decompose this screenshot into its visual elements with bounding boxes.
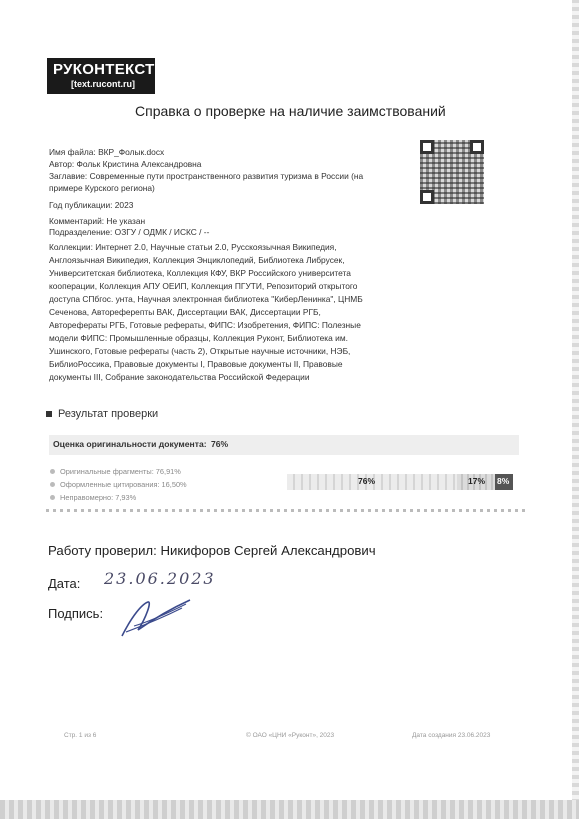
rucont-logo (47, 58, 155, 94)
footer-copyright: © ОАО «ЦНИ «Руконт», 2023 (246, 732, 335, 739)
bullet-icon (46, 411, 52, 417)
stat-borrowed: Неправомерно: 7,93% (60, 493, 137, 502)
meta-title-1: Заглавие: Современные пути пространственного развития туризма в России (на (49, 171, 364, 181)
collections-line: документы III, Собрание законодательства Российской Федерации (49, 372, 310, 382)
stat-dot-icon (50, 482, 55, 487)
results-heading-text: Результат проверки (58, 408, 159, 420)
meta-division: Подразделение: ОЗГУ / ОДМК / ИСКС / -- (49, 227, 210, 237)
collections-line: доступа СПбгос. унта, Научная электронная библиотека "КиберЛенинка", ЦНМБ (49, 294, 363, 304)
collections-line: Англоязычная Википедия, Коллекция Энциклопедий, Библиотека Либрусек, (49, 255, 345, 265)
originality-score-box (49, 435, 519, 455)
bar-label: 17% (468, 476, 486, 486)
meta-comment: Комментарий: Не указан (49, 216, 146, 226)
results-heading (46, 408, 158, 420)
handwritten-date: 23.06.2023 (104, 569, 216, 588)
logo-subtitle: [text.rucont.ru] (71, 79, 135, 89)
stat-dot-icon (50, 495, 55, 500)
collections-line: Университетская библиотека, Коллекция КФУ, ВКР Российского университета (49, 268, 351, 278)
collections-line: кооперации, Коллекция АПУ ОЕИП, Коллекция ПГУТИ, Репозиторий открытого (49, 281, 358, 291)
scan-edge-right (572, 0, 579, 819)
stat-citations: Оформленные цитирования: 16,50% (60, 480, 187, 489)
handwritten-signature (112, 596, 196, 642)
collections-line: Коллекции: Интернет 2.0, Научные статьи 2.0, Русскоязычная Википедия, (49, 242, 337, 252)
collections-line: Сеченова, Автореферепты ВАК, Диссертации ВАК, Диссертации РГБ, (49, 307, 321, 317)
collections-line: модели ФИПС: Промышленные образцы, Коллекция Руконт, Библиотека им. (49, 333, 348, 343)
qr-code-icon (420, 140, 484, 204)
collections-line: Ушинского, Готовые рефераты (часть 2), Открытые научные источники, НЭБ, (49, 346, 351, 356)
collections-line: БиблиоРоссика, Правовые документы I, Правовые документы II, Правовые (49, 359, 343, 369)
meta-file: Имя файла: ВКР_Фолык.docx (49, 147, 165, 157)
logo-title: РУКОНТЕКСТ (53, 61, 155, 78)
signature-label: Подпись: (48, 606, 104, 621)
scan-edge-bottom (0, 800, 579, 819)
originality-bar-chart (287, 474, 513, 490)
stat-original: Оригинальные фрагменты: 76,91% (60, 467, 181, 476)
footer-date: Дата создания 23.06.2023 (412, 732, 491, 739)
bar-label: 76% (358, 476, 376, 486)
checked-by: Работу проверил: Никифоров Сергей Александрович (48, 543, 376, 558)
score-label: Оценка оригинальности документа: (53, 439, 207, 449)
scan-noise (46, 509, 526, 512)
meta-title-2: примере Курского региона) (49, 183, 155, 193)
report-title: Справка о проверке на наличие заимствований (135, 103, 446, 119)
stat-dot-icon (50, 469, 55, 474)
meta-author: Автор: Фольк Кристина Александровна (49, 159, 202, 169)
collections-line: Авторефераты РГБ, Готовые рефераты, ФИПС: Изобретения, ФИПС: Полезные (49, 320, 361, 330)
bar-label: 8% (497, 476, 510, 486)
score-value: 76% (211, 439, 229, 449)
date-label: Дата: (48, 576, 81, 591)
footer-page: Стр. 1 из 6 (64, 732, 97, 739)
meta-year: Год публикации: 2023 (49, 200, 134, 210)
